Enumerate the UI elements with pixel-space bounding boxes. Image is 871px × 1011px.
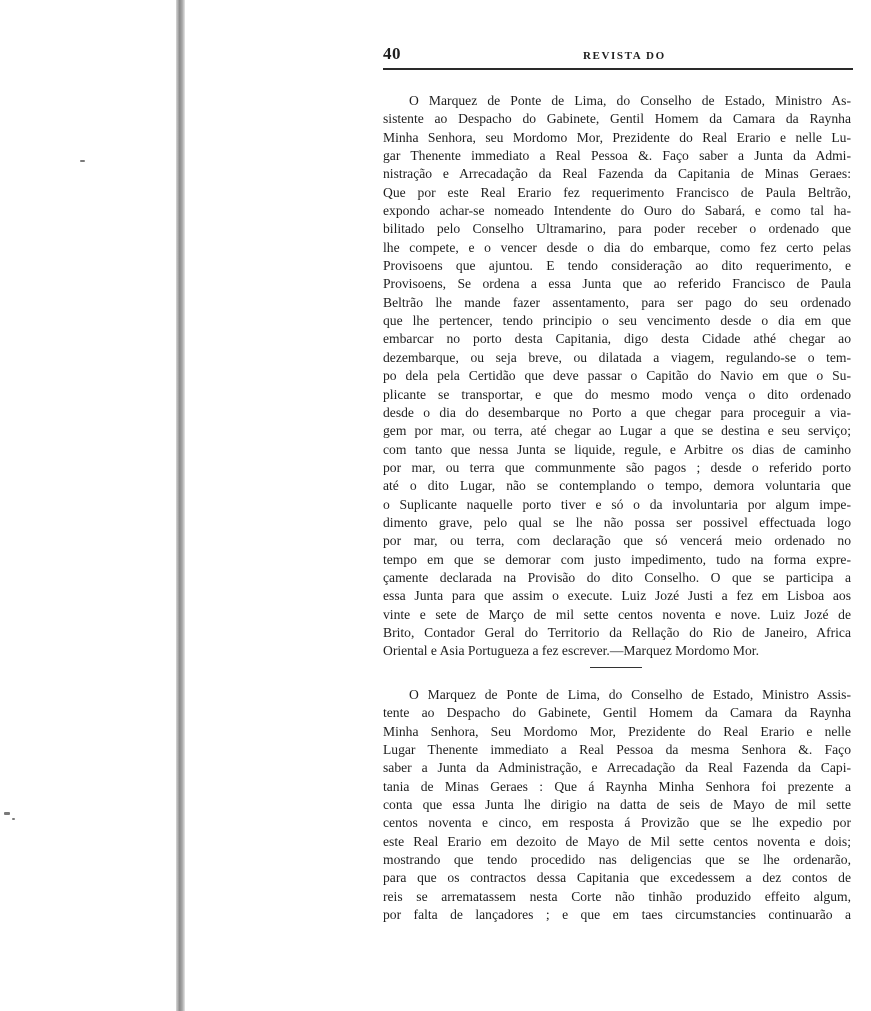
text-line: O Marquez de Ponte de Lima, do Conselho de Estado, Ministro As- — [409, 93, 851, 108]
text-line: Provisoens que ajuntou. E tendo consideração ao dito requerimento, e — [383, 258, 851, 274]
text-line: com tanto que nessa Junta se liquide, regule, e Arbitre os dias de caminho — [383, 441, 851, 457]
text-line: tente ao Despacho do Gabinete, Gentil Homem da Camara da Raynha — [383, 705, 851, 721]
text-line: Lugar Thenente immediato a Real Pessoa da mesma Senhora &. Faço — [383, 742, 851, 758]
text-line: gem por mar, ou terra, até chegar ao Lugar a que se destina e seu serviço; — [383, 423, 851, 439]
text-line: centos noventa e cinco, em resposta á Provizão que se lhe expedio por — [383, 815, 851, 831]
text-line: Que por este Real Erario fez requerimento Francisco de Paula Beltrão, — [383, 184, 851, 200]
header-rule — [383, 68, 853, 70]
text-line: tempo em que se demorar com justo impedimento, tudo na forma expre- — [383, 551, 851, 567]
text-line: dimento grave, pelo qual se lhe não possa ser possivel effectuada logo — [383, 514, 851, 530]
text-line: saber a Junta da Administração, e Arrecadação da Real Fazenda da Capi- — [383, 760, 851, 776]
text-line: Beltrão lhe mande fazer assentamento, para ser pago do seu ordenado — [383, 294, 851, 310]
text-line: Oriental e Asia Portugueza a fez escrever.—Marquez Mordomo Mor. — [383, 643, 759, 659]
page-header — [383, 44, 853, 74]
running-title: REVISTA DO — [583, 50, 666, 62]
text-line: O Marquez de Ponte de Lima, do Conselho de Estado, Ministro Assis- — [409, 687, 851, 702]
text-line: para que os contractos dessa Capitania que excedessem a dez contos de — [383, 870, 851, 886]
text-line: expondo achar-se nomeado Intendente do Ouro do Sabará, e como tal ha- — [383, 203, 851, 219]
paper-speck — [80, 160, 85, 162]
text-line: tania de Minas Geraes : Que á Raynha Minha Senhora foi prezente a — [383, 778, 851, 794]
text-line: nistração e Arrecadação da Real Fazenda da Capitania de Minas Geraes: — [383, 166, 851, 182]
text-line: o Suplicante naquelle porto tiver e só o da involuntaria por algum impe- — [383, 496, 851, 512]
text-line: conta que essa Junta lhe dirigio na datta de seis de Mayo de mil sette — [383, 797, 851, 813]
text-line: desde o dia do desembarque no Porto a que chegar para proceguir a via- — [383, 404, 851, 420]
section-divider — [590, 667, 642, 668]
text-line: Minha Senhora, seu Mordomo Mor, Prezidente do Real Erario e nelle Lu- — [383, 129, 851, 145]
text-line: sistente ao Despacho do Gabinete, Gentil Homem da Camara da Raynha — [383, 111, 851, 127]
text-line: por mar, ou terra, com declaração que só vencerá meio ordenado no — [383, 533, 851, 549]
paper-speck — [4, 812, 10, 815]
text-line: çamente declarada na Provisão do dito Conselho. O que se participa a — [383, 569, 851, 585]
text-line: que lhe pertencer, tendo principio o seu vencimento desde o dia em que — [383, 313, 851, 329]
text-line: Minha Senhora, Seu Mordomo Mor, Prezidente do Real Erario e nelle — [383, 723, 851, 739]
article-provisao-1 — [383, 92, 851, 661]
text-line: Provisoens, Se ordena a essa Junta que ao referido Francisco de Paula — [383, 276, 851, 292]
text-line: po dela pela Certidão que deve passar o Capitão do Navio em que o Su- — [383, 368, 851, 384]
text-line: embarcar no porto desta Capitania, digo desta Cidade athé chegar ao — [383, 331, 851, 347]
text-line: essa Junta para que assim o execute. Luiz Jozé Justi a fez em Lisboa aos — [383, 588, 851, 604]
text-line: até o dito Lugar, não se contemplando o tempo, demora voluntaria que — [383, 478, 851, 494]
text-line: plicante se transportar, e que do mesmo modo vença o dito ordenado — [383, 386, 851, 402]
binding-gutter-shadow — [176, 0, 185, 1011]
text-line: mostrando que tendo procedido nas deligencias que se lhe ordenarão, — [383, 852, 851, 868]
text-line: este Real Erario em dezoito de Mayo de Mil sette centos noventa e dois; — [383, 833, 851, 849]
text-line: gar Thenente immediato a Real Pessoa &. Faço saber a Junta da Admi- — [383, 148, 851, 164]
text-line: por falta de lançadores ; e que em taes circumstancies continuarão a — [383, 907, 851, 923]
text-line: bilitado pelo Conselho Ultramarino, para poder receber o ordenado que — [383, 221, 851, 237]
text-line: reis se arrematassem nesta Corte não tinhão produzido effeito algum, — [383, 888, 851, 904]
article-provisao-2 — [383, 686, 851, 924]
text-line: dezembarque, ou seja breve, ou dilatada a viagem, regulando-se o tem- — [383, 349, 851, 365]
text-line: lhe compete, e o vencer desde o dia do embarque, como fez certo pelas — [383, 239, 851, 255]
text-line: vinte e sete de Março de mil sette centos noventa e nove. Luiz Jozé de — [383, 606, 851, 622]
text-line: por mar, ou terra que communmente são pagos ; desde o referido porto — [383, 459, 851, 475]
page-number: 40 — [383, 44, 401, 63]
text-line: Brito, Contador Geral do Territorio da Rellação do Rio de Janeiro, Africa — [383, 624, 851, 640]
paper-speck — [12, 818, 15, 820]
